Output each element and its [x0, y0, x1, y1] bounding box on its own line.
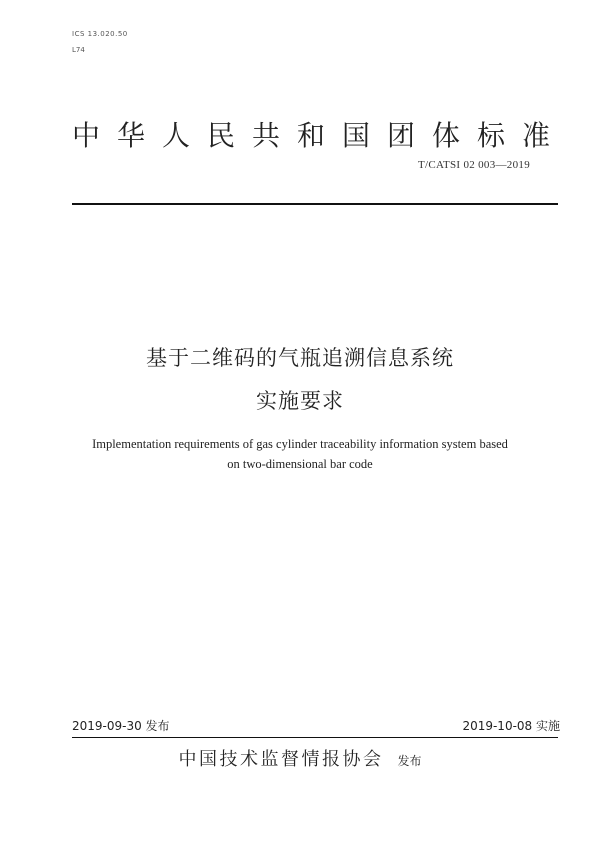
footer-divider — [72, 737, 558, 738]
title-english-line-1: Implementation requirements of gas cylinder traceability information system based — [92, 437, 508, 451]
standard-number: T/CATSI 02 003—2019 — [417, 159, 530, 171]
publisher-name: 中国技术监督情报协会 — [178, 749, 384, 770]
header-divider — [72, 203, 558, 205]
issue-date: 2019-09-30 发布 — [72, 719, 170, 733]
title-chinese-line-1: 基于二维码的气瓶追溯信息系统 — [146, 346, 454, 370]
classification-code: L74 — [72, 46, 85, 54]
implementation-date: 2019-10-08 实施 — [462, 719, 560, 733]
title-english-line-2: on two-dimensional bar code — [227, 457, 373, 471]
title-chinese-line-2: 实施要求 — [256, 389, 344, 413]
standard-type-heading: 中华人民共和国团体标准 — [72, 119, 568, 152]
publish-label: 发布 — [397, 754, 422, 768]
ics-code: ICS 13.020.50 — [72, 30, 128, 38]
publisher-row — [0, 745, 600, 771]
